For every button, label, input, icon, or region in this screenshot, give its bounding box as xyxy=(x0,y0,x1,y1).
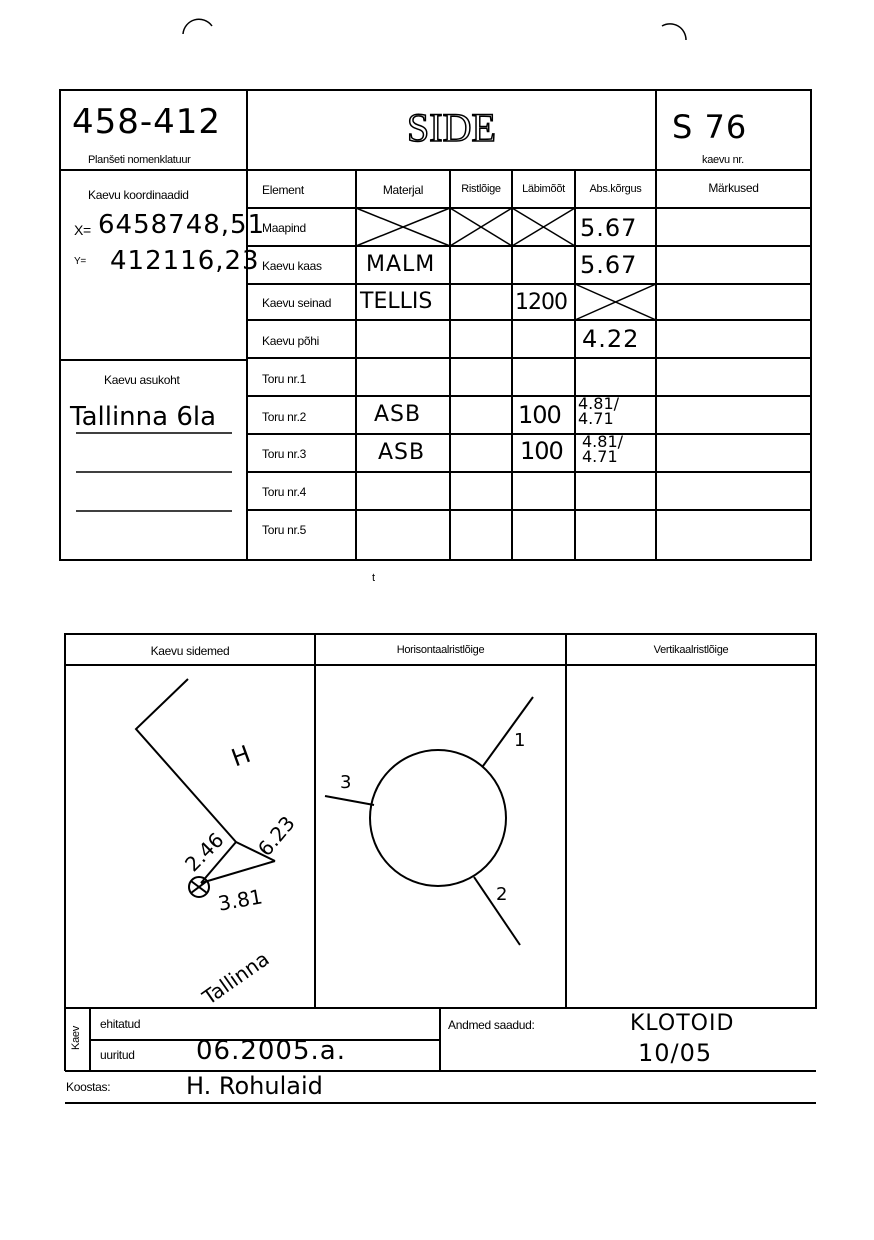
cell-material: ASB xyxy=(374,402,422,427)
y-prefix: Y= xyxy=(74,256,86,267)
sketch-header-ties: Kaevu sidemed xyxy=(150,644,230,658)
tie-distance: 3.81 xyxy=(216,884,265,916)
cell-material: MALM xyxy=(366,252,436,277)
cell-material: TELLIS xyxy=(360,289,433,314)
data-source-label: Andmed saadud: xyxy=(448,1018,535,1032)
col-header-diameter: Läbimõõt xyxy=(522,183,565,195)
built-label: ehitatud xyxy=(100,1017,141,1031)
x-prefix: X= xyxy=(74,222,91,238)
data-source-value: KLOTOID xyxy=(630,1011,735,1036)
tablet-value: 458-412 xyxy=(72,102,222,142)
cell-height: 4.81/ 4.71 xyxy=(578,394,620,428)
surveyed-label: uuritud xyxy=(100,1048,135,1062)
pipe-number: 2 xyxy=(496,884,509,905)
compiled-value: H. Rohulaid xyxy=(186,1072,323,1100)
tie-distance: 2.46 xyxy=(180,827,229,877)
cell-height: 5.67 xyxy=(580,214,638,242)
well-number-label: kaevu nr. xyxy=(702,154,744,166)
location-value: Tallinna 6la xyxy=(70,402,217,432)
cell-height: 4.81/ 4.71 xyxy=(582,432,624,466)
cell-diameter: 1200 xyxy=(515,290,567,315)
cell-material: ASB xyxy=(378,440,426,465)
row-label: Toru nr.2 xyxy=(262,410,306,424)
pipe-number: 3 xyxy=(340,772,353,793)
street-label: Tallinna xyxy=(197,946,274,1010)
stray-mark: t xyxy=(372,572,376,584)
tie-label-h: H xyxy=(227,739,256,773)
col-header-element: Element xyxy=(262,183,304,197)
col-header-material: Materjal xyxy=(382,183,424,197)
row-label: Maapind xyxy=(262,221,306,235)
surveyed-value: 06.2005.a. xyxy=(196,1036,346,1066)
well-number-value: S 76 xyxy=(672,108,748,146)
page-title: SIDE xyxy=(407,105,496,150)
row-label: Toru nr.5 xyxy=(262,523,306,537)
coordinates-label: Kaevu koordinaadid xyxy=(88,188,189,202)
tie-distance: 6.23 xyxy=(252,811,300,861)
pipe-number: 1 xyxy=(514,730,527,751)
col-header-abs-height: Abs.kõrgus xyxy=(589,183,642,195)
cell-height: 4.22 xyxy=(582,325,640,353)
location-label: Kaevu asukoht xyxy=(104,373,180,387)
cell-height: 5.67 xyxy=(580,251,638,279)
y-coordinate: 412116,23 xyxy=(110,246,260,276)
col-header-notes: Märkused xyxy=(708,181,759,195)
compiled-label: Koostas: xyxy=(66,1080,111,1094)
cell-diameter: 100 xyxy=(518,401,561,429)
row-label: Kaevu seinad xyxy=(262,296,332,310)
row-label: Kaevu kaas xyxy=(262,259,322,273)
row-label: Kaevu põhi xyxy=(262,334,320,348)
sketch-header-horizontal: Horisontaalristlõige xyxy=(396,644,485,656)
col-header-cross-section: Ristlõige xyxy=(461,183,501,195)
sketch-header-vertical: Vertikaalristlõige xyxy=(653,644,729,656)
x-coordinate: 6458748,51 xyxy=(98,210,266,240)
tablet-label: Planšeti nomenklatuur xyxy=(88,154,191,166)
data-source-date: 10/05 xyxy=(638,1039,713,1067)
well-label: Kaev xyxy=(69,1026,82,1050)
row-label: Toru nr.1 xyxy=(262,372,306,386)
row-label: Toru nr.4 xyxy=(262,485,306,499)
cell-diameter: 100 xyxy=(520,437,563,465)
row-label: Toru nr.3 xyxy=(262,447,306,461)
